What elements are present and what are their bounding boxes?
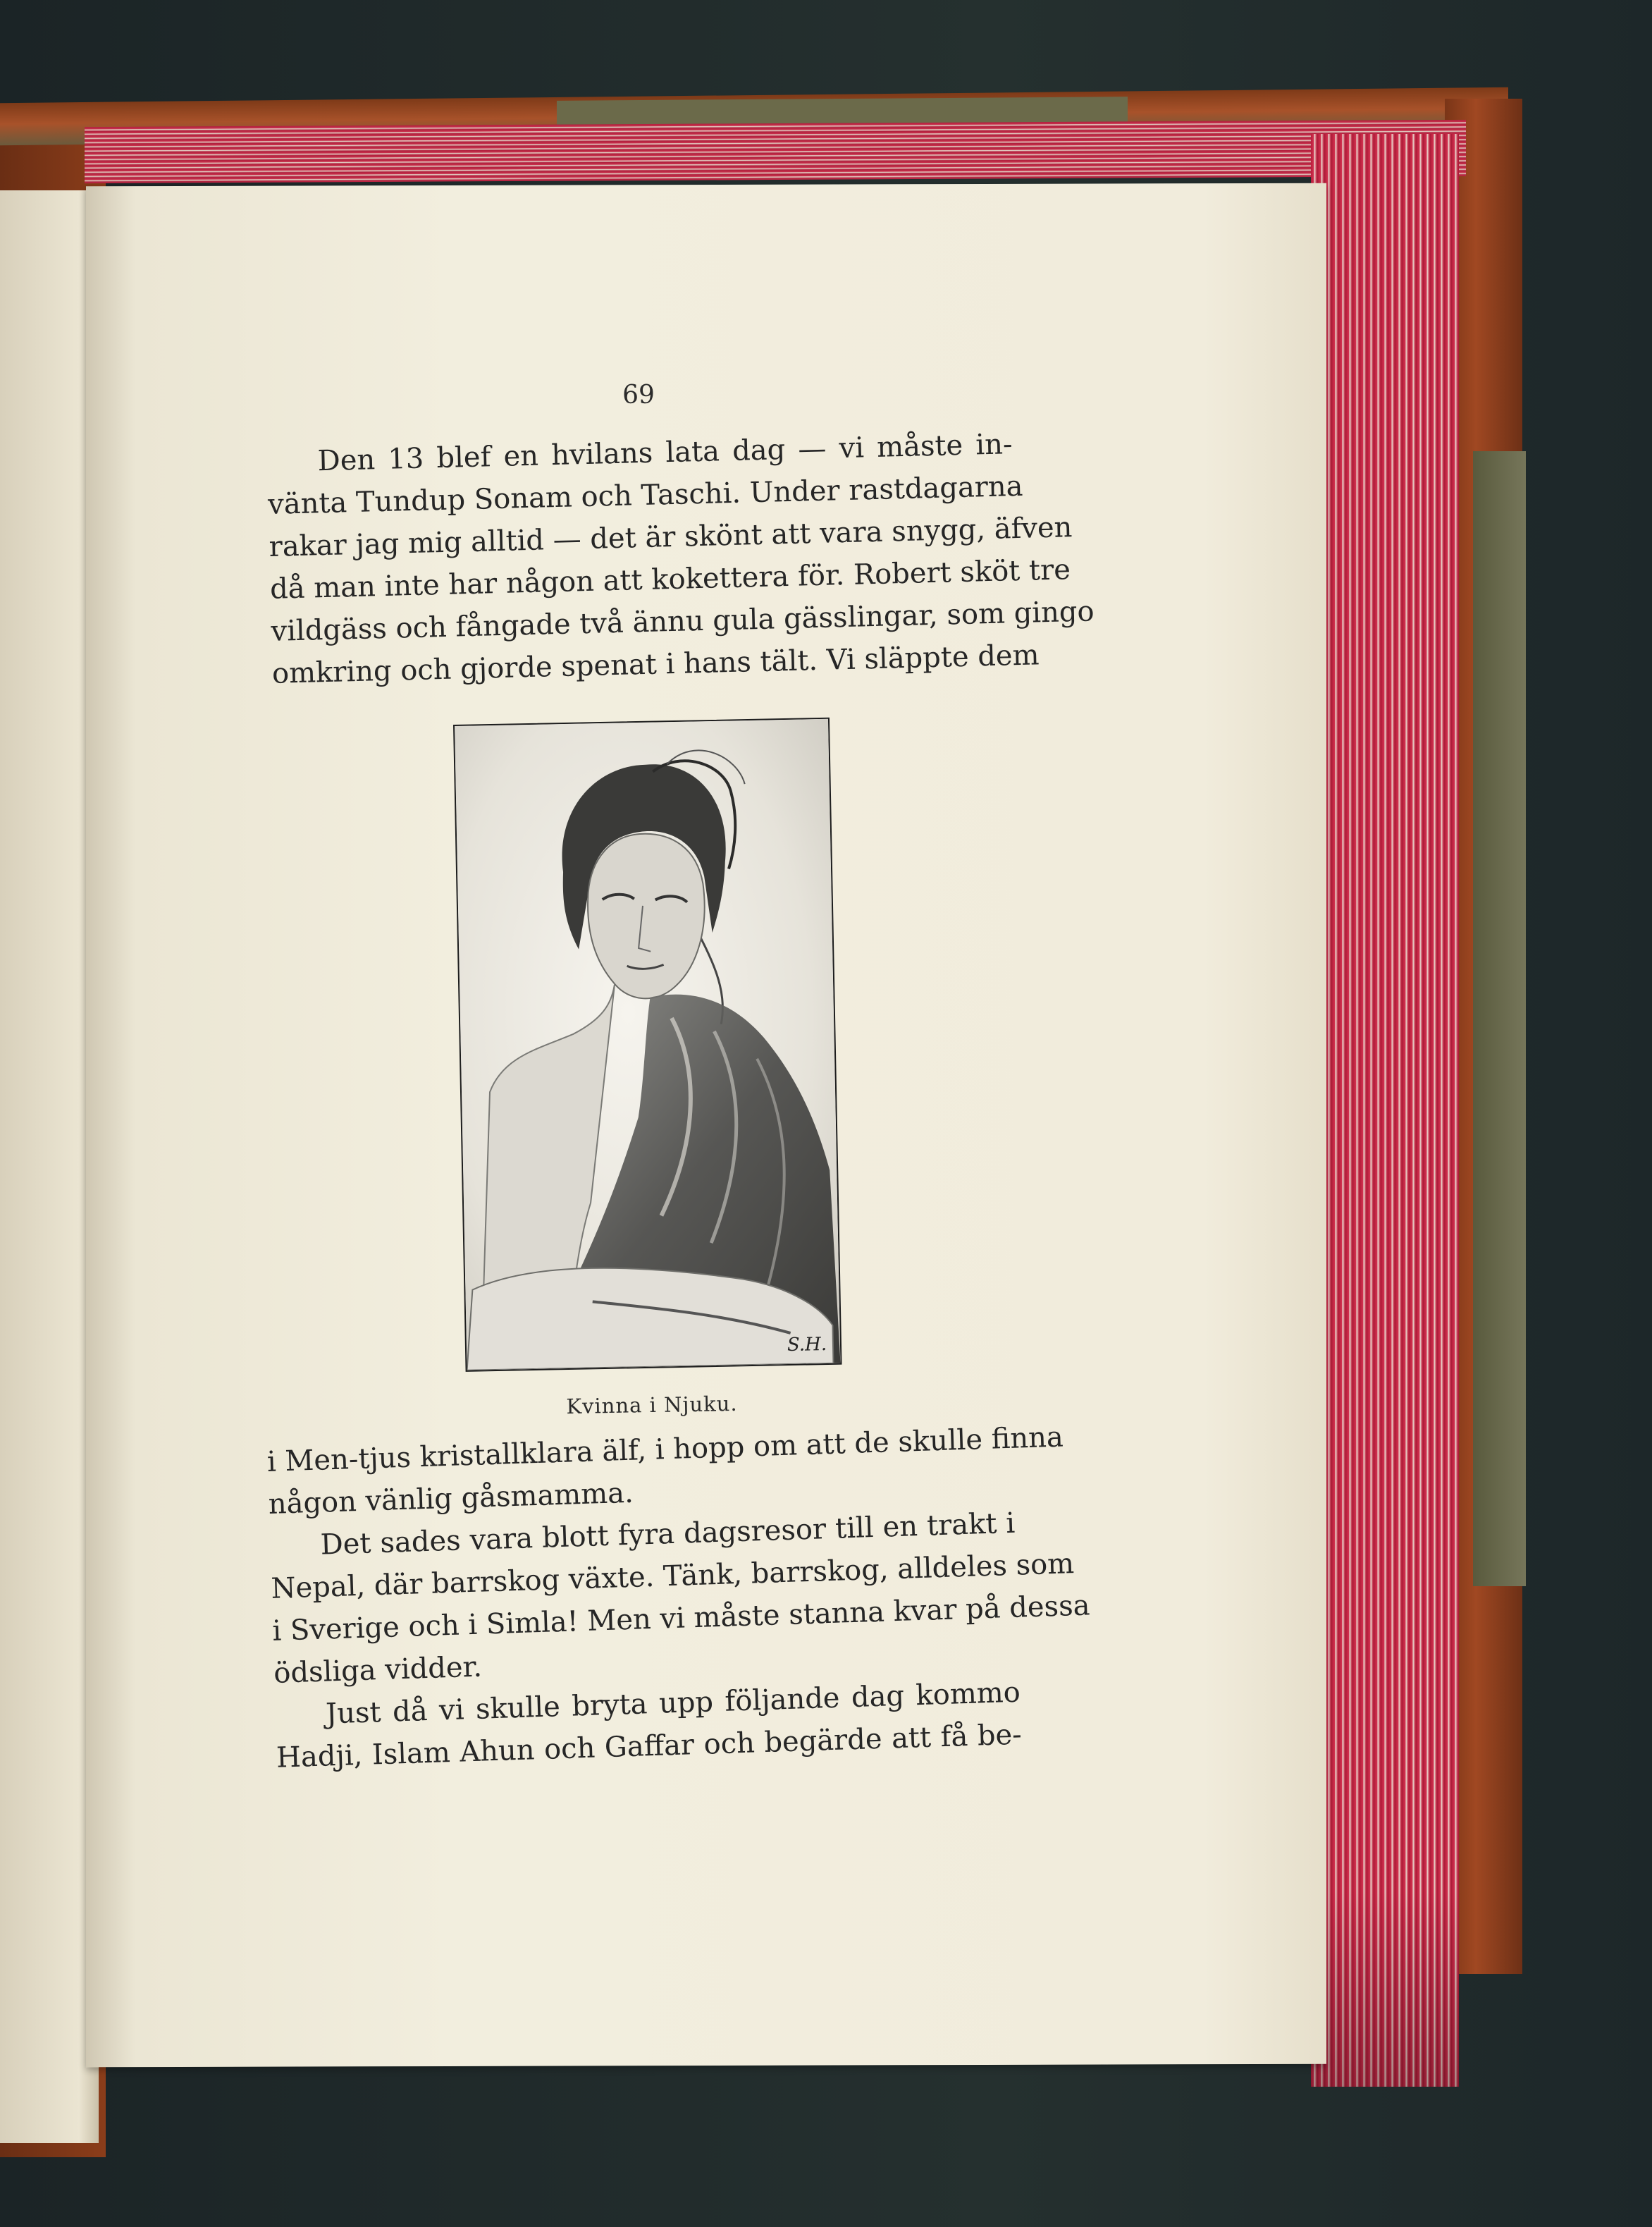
text-line: omkring och gjorde spenat i hans tält. Vi släppte dem	[271, 639, 1040, 690]
text-line: rakar jag mig alltid — det är skönt att vara snygg, äfven	[269, 511, 1073, 563]
text-line: vildgäss och fångade två ännu gula gässlingar, som gingo	[271, 595, 1095, 648]
text-line: Hadji, Islam Ahun och Gaffar och begärde att få be-	[276, 1718, 1023, 1774]
text-line: då man inte har någon att kokettera för. Robert sköt tre	[269, 553, 1071, 606]
book-cover-right-cloth	[1473, 451, 1526, 1586]
text-block-bottom	[266, 1418, 1091, 1779]
portrait-drawing	[455, 719, 840, 1370]
text-line: vänta Tundup Sonam och Taschi. Under rastdagarna	[267, 470, 1024, 521]
text-block-top	[266, 423, 1095, 695]
page-edges-top	[85, 120, 1466, 183]
text-line: i Sverige och i Simla! Men vi måste stanna kvar på dessa	[271, 1589, 1091, 1648]
text-line: ödsliga vidder.	[273, 1650, 483, 1690]
page-number: 69	[622, 381, 655, 410]
page-edges-shadow	[1311, 134, 1459, 2087]
illustration-woman-portrait	[453, 718, 842, 1372]
text-line: Nepal, där barrskog växte. Tänk, barrskog, alldeles som	[270, 1547, 1075, 1605]
figure-caption: Kvinna i Njuku.	[566, 1391, 738, 1419]
facing-page-left	[0, 190, 99, 2143]
text-line: någon vänlig gåsmamma.	[268, 1476, 634, 1521]
text-line: Just då vi skulle bryta upp följande dag kommo	[325, 1676, 1021, 1731]
text-line: Det sades vara blott fyra dagsresor till en trakt i	[319, 1507, 1016, 1562]
illustration-signature: S.H.	[787, 1333, 827, 1356]
text-line: i Men-tjus kristallklara älf, i hopp om att de skulle finna	[266, 1421, 1064, 1478]
text-line: Den 13 blef en hvilans lata dag — vi måste in-	[317, 428, 1013, 478]
